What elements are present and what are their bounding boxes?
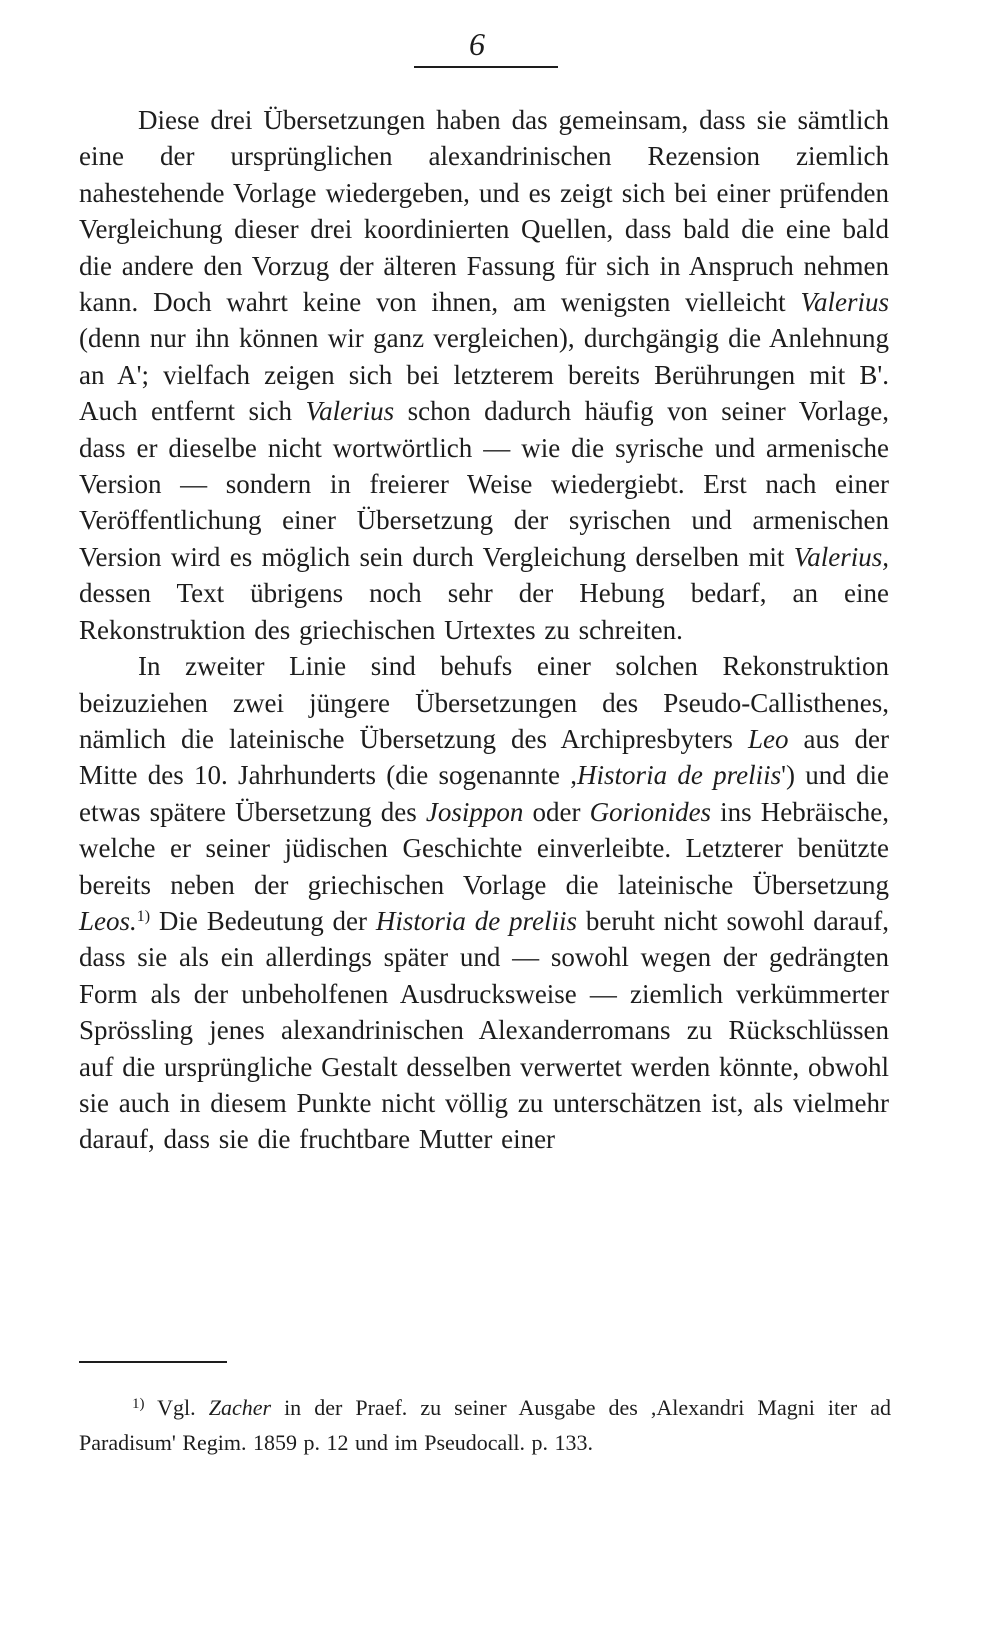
paragraph-1-italic-valerius-3: Valerius, bbox=[793, 541, 889, 572]
paragraph-2-text-5: ins Hebräische, welche er seiner jüdischen Geschichte einverleibte. Letzterer benützte bereits neben der griechischen Vorlage die lateinische Übersetzung bbox=[79, 796, 889, 900]
paragraph-2-italic-leos: Leos. bbox=[79, 905, 137, 936]
paragraph-2-text-7: beruht nicht sowohl darauf, dass sie als ein allerdings später und — sowohl wegen der gedrängten Form als der unbeholfenen Ausdrucksweise — ziemlich verkümmerter Sprössling jenes alexandrinischen Alexanderromans zu Rückschlüssen auf die ursprüngliche Gestalt desselben verwertet werden könnte, obwohl sie auch in diesem Punkte nicht völlig zu unterschätzen ist, als vielmehr darauf, dass sie die fruchtbare Mutter einer bbox=[79, 905, 889, 1155]
footnote-marker: 1) bbox=[132, 1396, 145, 1412]
paragraph-2-italic-leo: Leo bbox=[747, 723, 789, 754]
paragraph-1 bbox=[79, 102, 889, 648]
paragraph-1-text-3: schon dadurch häufig von seiner Vorlage, dass er dieselbe nicht wortwörtlich — wie die syrische und armenische Version — sondern in freierer Weise wiedergiebt. Erst nach einer Veröffentlichung einer Übersetzung der syrischen und armenischen Version wird es möglich sein durch Vergleichung derselben mit bbox=[79, 396, 889, 572]
footnote-paragraph bbox=[79, 1390, 891, 1460]
body-text bbox=[79, 102, 889, 1158]
footnote-text-2: in der Praef. zu seiner Ausgabe des ,Alexandri Magni iter ad Paradisum' Regim. 1859 p. 12 und im Pseudocall. p. 133. bbox=[79, 1395, 891, 1455]
paragraph-2-italic-historia-2: Historia de preliis bbox=[375, 905, 578, 936]
paragraph-2-text-3: ') und die etwas spätere Übersetzung des bbox=[79, 760, 890, 827]
paragraph-2 bbox=[79, 648, 889, 1158]
paragraph-1-text-4: dessen Text übrigens noch sehr der Hebung bedarf, an eine Rekonstruktion des griechischen Urtextes zu schreiten. bbox=[79, 578, 889, 645]
footnote-text-1: Vgl. bbox=[144, 1395, 209, 1420]
paragraph-1-text-1: Diese drei Übersetzungen haben das gemeinsam, dass sie sämtlich eine der ursprünglichen alexandrinischen Rezension ziemlich nahestehende Vorlage wiedergeben, und es zeigt sich bei einer prüfenden Vergleichung dieser drei koordinierten Quellen, dass bald die eine bald die andere den Vorzug der älteren Fassung für sich in Anspruch nehmen kann. Doch wahrt keine von ihnen, am wenigsten vielleicht bbox=[79, 105, 889, 318]
header-rule bbox=[414, 66, 558, 68]
footnote-rule bbox=[79, 1361, 227, 1363]
paragraph-2-italic-historia-1: Historia de preliis bbox=[577, 760, 782, 791]
paragraph-2-italic-josippon: Josippon bbox=[425, 796, 524, 827]
paragraph-1-italic-valerius-1: Valerius bbox=[800, 287, 889, 318]
paragraph-1-italic-valerius-2: Valerius bbox=[305, 396, 395, 427]
paragraph-2-text-6: Die Bedeutung der bbox=[150, 905, 376, 936]
paragraph-1-text-2: (denn nur ihn können wir ganz vergleichen), durchgängig die Anlehnung an A'; vielfach zeigen sich bei letzterem bereits Berührungen mit B'. Auch entfernt sich bbox=[79, 323, 889, 427]
paragraph-2-italic-gorionides: Gorionides bbox=[589, 796, 712, 827]
paragraph-2-text-4: oder bbox=[523, 796, 590, 827]
footnote bbox=[79, 1390, 891, 1460]
page-number: 6 bbox=[469, 26, 486, 62]
footnote-reference[interactable]: 1) bbox=[136, 907, 151, 925]
footnote-italic-zacher: Zacher bbox=[208, 1395, 272, 1420]
paragraph-2-text-1: In zweiter Linie sind behufs einer solchen Rekonstruktion beizuziehen zwei jüngere Übersetzungen des Pseudo-Callisthenes, nämlich die lateinische Übersetzung des Archipresbyters bbox=[79, 651, 889, 754]
paragraph-2-text-2: aus der Mitte des 10. Jahrhunderts (die sogenannte , bbox=[79, 723, 889, 791]
